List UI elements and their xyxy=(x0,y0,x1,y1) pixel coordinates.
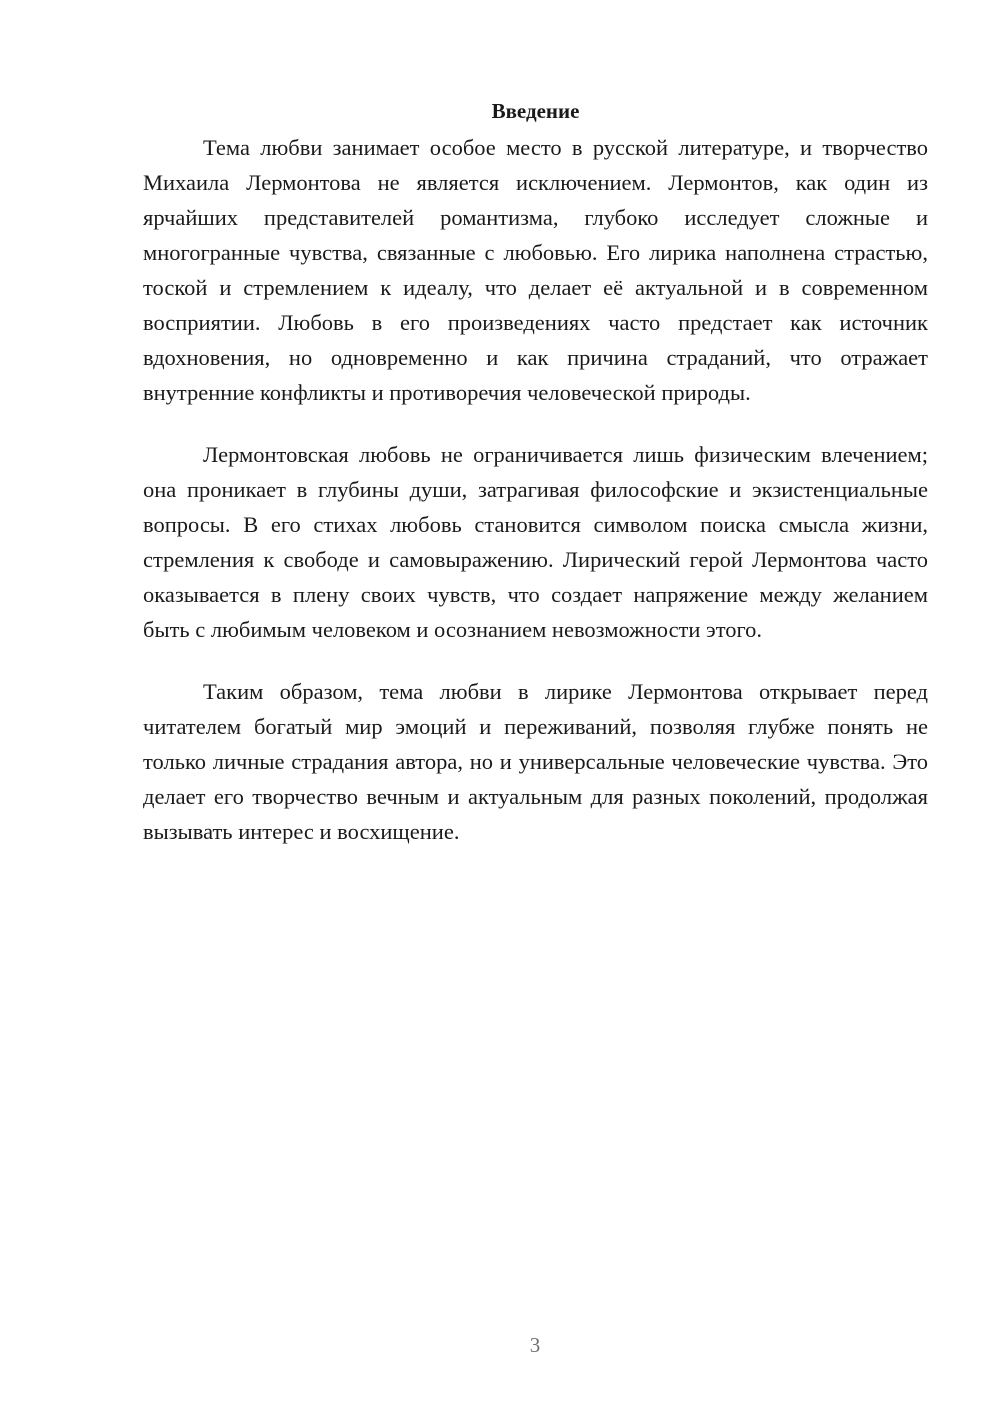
page-number: 3 xyxy=(529,1333,541,1357)
paragraph-3: Таким образом, тема любви в лирике Лермонтова открывает перед читателем богатый мир эмоций и переживаний, позволяя глубже понять не только личные страдания автора, но и универсальные человеческие чувства. Это делает его творчество вечным и актуальным для разных поколений, продолжая вызывать интерес и восхищение. xyxy=(143,679,928,844)
paragraph-2: Лермонтовская любовь не ограничивается лишь физическим влечением; она проникает в глубины души, затрагивая философские и экзистенциальные вопросы. В его стихах любовь становится символом поиска смысла жизни, стремления к свободе и самовыражению. Лирический герой Лермонтова часто оказывается в плену своих чувств, что создает напряжение между желанием быть с любимым человеком и осознанием невозможности этого. xyxy=(143,442,928,642)
section-heading: Введение xyxy=(491,99,580,123)
page-content xyxy=(143,92,928,849)
paragraph-1: Тема любви занимает особое место в русской литературе, и творчество Михаила Лермонтова не является исключением. Лермонтов, как один из ярчайших представителей романтизма, глубоко исследует сложные и многогранные чувства, связанные с любовью. Его лирика наполнена страстью, тоской и стремлением к идеалу, что делает её актуальной и в современном восприятии. Любовь в его произведениях часто предстает как источник вдохновения, но одновременно и как причина страданий, что отражает внутренние конфликты и противоречия человеческой природы. xyxy=(143,135,928,405)
